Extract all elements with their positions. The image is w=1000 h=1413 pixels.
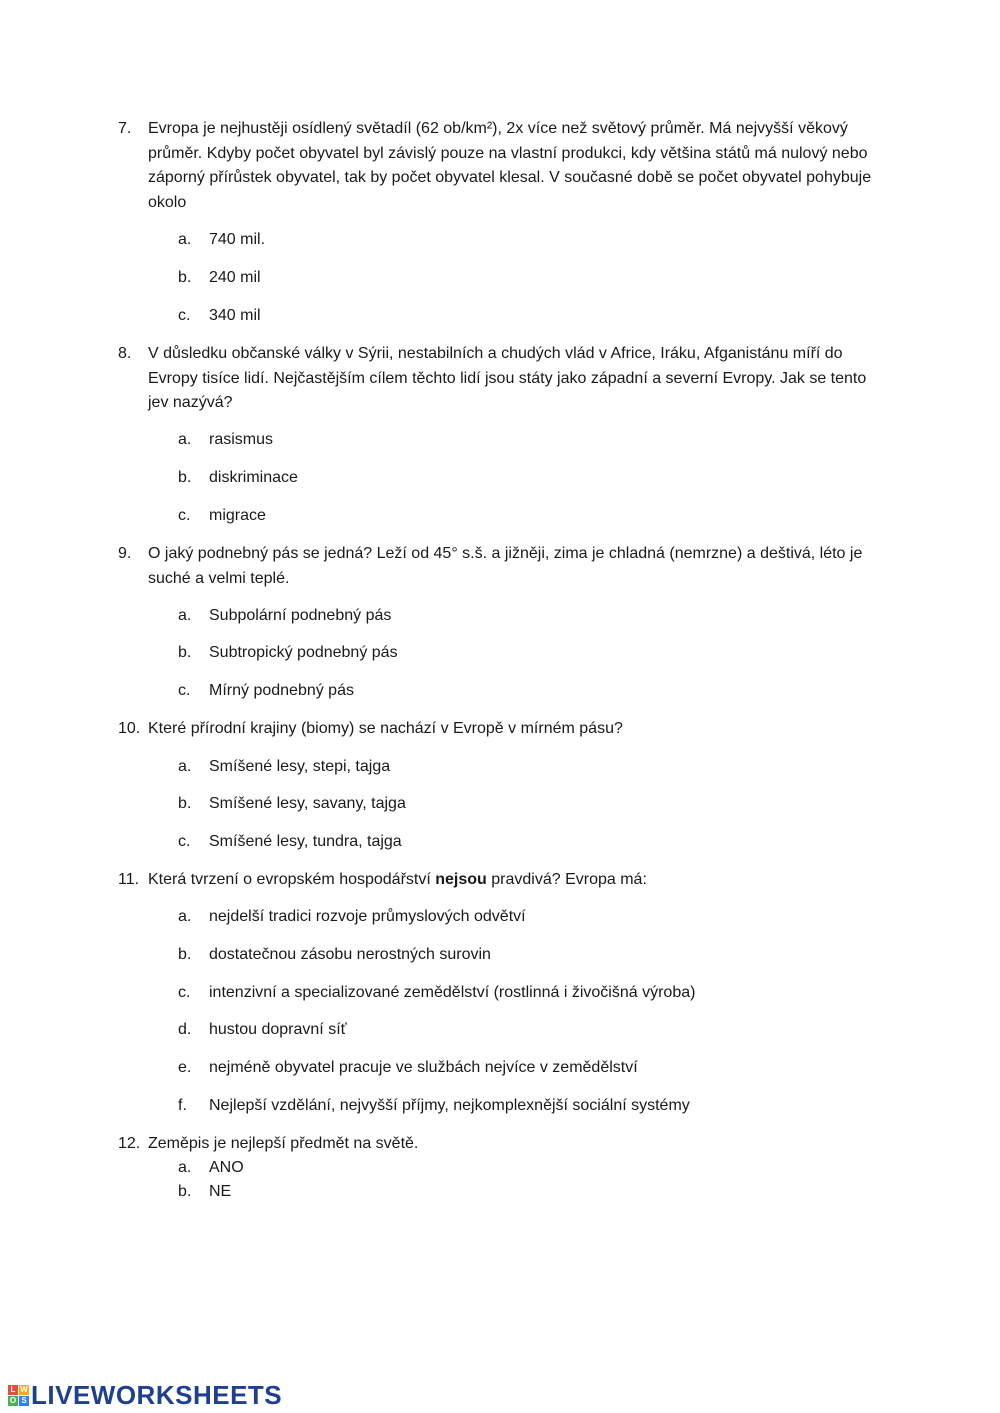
option-text: Subtropický podnebný pás xyxy=(209,644,398,661)
option-9c[interactable] xyxy=(178,680,354,702)
option-letter: e. xyxy=(178,1059,192,1076)
option-11d[interactable] xyxy=(178,1019,347,1041)
option-text: Smíšené lesy, savany, tajga xyxy=(209,795,406,812)
question-number: 11. xyxy=(118,871,140,888)
option-7a[interactable] xyxy=(178,229,265,251)
question-text: V důsledku občanské války v Sýrii, nestabilních a chudých vlád v Africe, Iráku, Afganistánu míří do Evropy tisíce lidí. Nejčastějším cílem těchto lidí jsou státy jako západní a severní Evropy. Jak se tento jev nazývá? xyxy=(148,345,867,411)
option-8c[interactable] xyxy=(178,505,266,527)
question-11 xyxy=(118,868,888,893)
option-text: Smíšené lesy, tundra, tajga xyxy=(209,833,402,850)
option-text: Subpolární podnebný pás xyxy=(209,607,392,624)
option-9b[interactable] xyxy=(178,642,398,664)
option-letter: a. xyxy=(178,607,192,624)
question-text xyxy=(148,868,888,893)
option-11a[interactable] xyxy=(178,906,526,928)
option-text: hustou dopravní síť xyxy=(209,1021,347,1038)
option-11c[interactable] xyxy=(178,982,695,1004)
option-letter: c. xyxy=(178,833,191,850)
logo-tile: W xyxy=(20,1384,28,1394)
option-text: dostatečnou zásobu nerostných surovin xyxy=(209,946,491,963)
question-8 xyxy=(118,342,888,416)
option-letter: a. xyxy=(178,908,192,925)
option-letter: c. xyxy=(178,682,191,699)
question-text: Zeměpis je nejlepší předmět na světě. xyxy=(148,1135,419,1152)
option-letter: b. xyxy=(178,1183,192,1200)
option-text: intenzivní a specializované zemědělství (rostlinná i živočišná výroba) xyxy=(209,984,696,1001)
option-text: Mírný podnebný pás xyxy=(209,682,354,699)
question-text-emphasis: nejsou xyxy=(435,871,487,888)
option-letter: a. xyxy=(178,231,192,248)
option-text: Smíšené lesy, stepi, tajga xyxy=(209,758,391,775)
option-letter: d. xyxy=(178,1021,192,1038)
question-text-part: pravdivá? Evropa má: xyxy=(486,871,647,888)
option-letter: b. xyxy=(178,269,192,286)
option-8b[interactable] xyxy=(178,467,298,489)
option-10a[interactable] xyxy=(178,756,390,778)
question-text-part: Která tvrzení o evropském hospodářství xyxy=(148,871,436,888)
option-text: diskriminace xyxy=(209,469,298,486)
option-9a[interactable] xyxy=(178,605,391,627)
option-text: 340 mil xyxy=(209,307,261,324)
question-text: O jaký podnebný pás se jedná? Leží od 45° s.š. a jižněji, zima je chladná (nemrzne) a deštivá, léto je suché a velmi teplé. xyxy=(148,545,863,587)
option-letter: c. xyxy=(178,307,191,324)
logo-tile: S xyxy=(19,1396,29,1406)
question-9 xyxy=(118,542,888,591)
option-text: nejméně obyvatel pracuje ve službách nejvíce v zemědělství xyxy=(209,1059,638,1076)
option-text: 740 mil. xyxy=(209,231,266,248)
question-12 xyxy=(118,1132,888,1157)
option-letter: a. xyxy=(178,758,192,775)
question-text: Evropa je nejhustěji osídlený světadíl (62 ob/km²), 2x více než světový průměr. Má nejvyšší věkový průměr. Kdyby počet obyvatel byl závislý pouze na vlastní produkci, kdy většina států má nulový nebo záporný přírůstek obyvatel, tak by počet obyvatel klesal. V současné době se počet obyvatel pohybuje okolo xyxy=(148,120,872,211)
option-11b[interactable] xyxy=(178,944,491,966)
question-text: Které přírodní krajiny (biomy) se nachází v Evropě v mírném pásu? xyxy=(148,720,623,737)
option-letter: c. xyxy=(178,984,191,1001)
option-text: rasismus xyxy=(209,431,274,448)
option-text: nejdelší tradici rozvoje průmyslových odvětví xyxy=(209,908,526,925)
logo-tile: L xyxy=(8,1385,18,1395)
option-letter: b. xyxy=(178,795,192,812)
option-12b[interactable] xyxy=(178,1181,231,1203)
question-number: 8. xyxy=(118,345,132,362)
question-number: 10. xyxy=(118,720,141,737)
logo-tiles-icon xyxy=(8,1385,29,1406)
option-letter: b. xyxy=(178,469,192,486)
option-8a[interactable] xyxy=(178,429,273,451)
option-12a[interactable] xyxy=(178,1157,244,1179)
option-text: Nejlepší vzdělání, nejvyšší příjmy, nejkomplexnější sociální systémy xyxy=(209,1097,690,1114)
question-number: 7. xyxy=(118,120,132,137)
brand-name: LIVEWORKSHEETS xyxy=(31,1379,283,1410)
question-number: 9. xyxy=(118,545,132,562)
option-letter: f. xyxy=(178,1097,187,1114)
option-11e[interactable] xyxy=(178,1057,638,1079)
option-text: ANO xyxy=(209,1159,244,1176)
option-letter: a. xyxy=(178,431,192,448)
option-letter: c. xyxy=(178,507,191,524)
option-7b[interactable] xyxy=(178,267,261,289)
option-7c[interactable] xyxy=(178,305,261,327)
option-11f[interactable] xyxy=(178,1095,690,1117)
option-10b[interactable] xyxy=(178,793,406,815)
option-letter: b. xyxy=(178,644,192,661)
question-10 xyxy=(118,717,888,742)
option-text: NE xyxy=(209,1183,232,1200)
option-letter: b. xyxy=(178,946,192,963)
option-10c[interactable] xyxy=(178,831,402,853)
question-7 xyxy=(118,117,888,215)
question-number: 12. xyxy=(118,1135,141,1152)
footer-logo xyxy=(8,1380,282,1410)
option-letter: a. xyxy=(178,1159,192,1176)
option-text: migrace xyxy=(209,507,266,524)
logo-tile: O xyxy=(9,1395,17,1405)
option-text: 240 mil xyxy=(209,269,261,286)
